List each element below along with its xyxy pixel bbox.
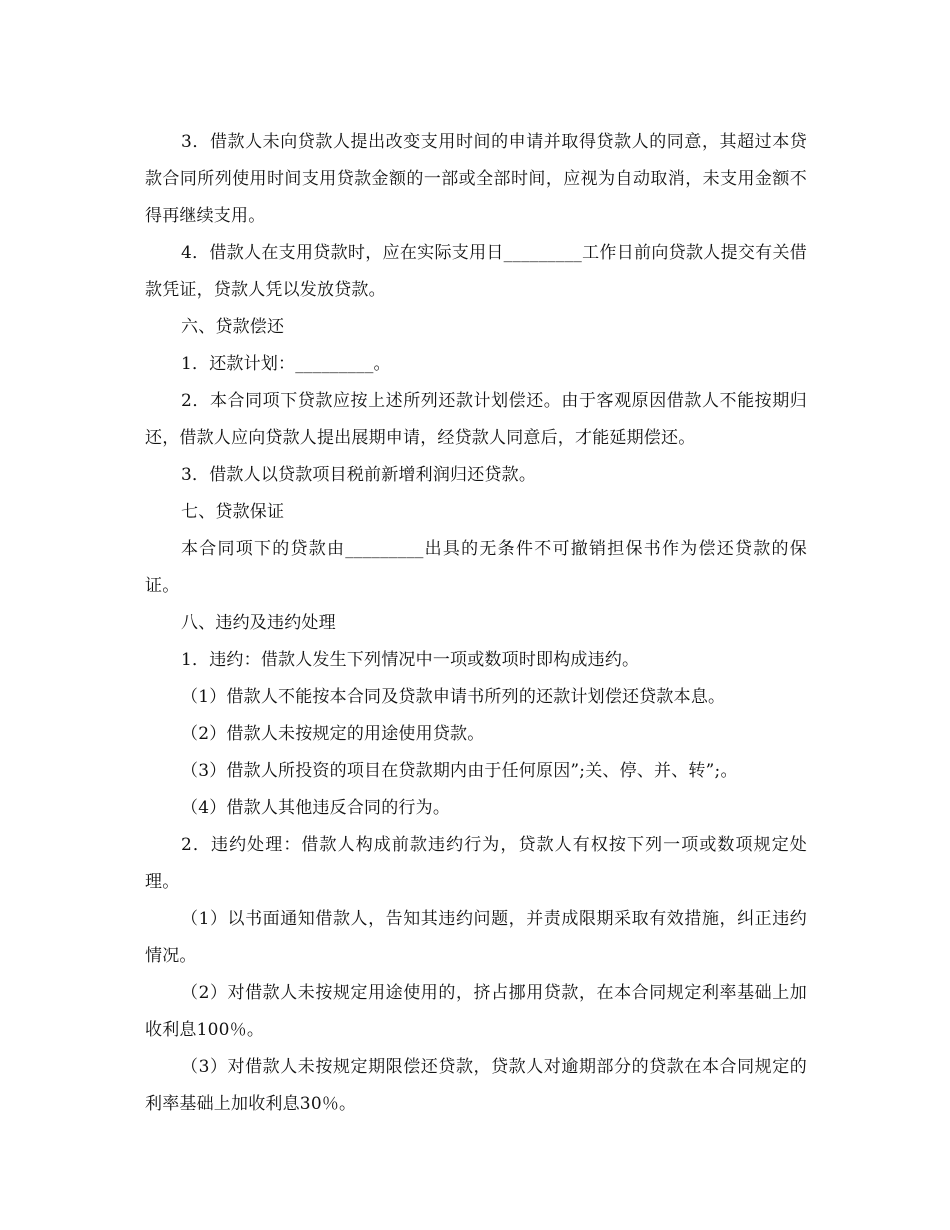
document-body xyxy=(145,124,807,1123)
paragraph-repayment-schedule: 2．本合同项下贷款应按上述所列还款计划偿还。由于客观原因借款人不能按期归还，借款人应向贷款人提出展期申请，经贷款人同意后，才能延期偿还。 xyxy=(145,391,807,448)
paragraph-3-cancel: 3．借款人未向贷款人提出改变支用时间的申请并取得贷款人的同意，其超过本贷款合同所列使用时间支用贷款金额的一部或全部时间，应视为自动取消，未支用金额不得再继续支用。 xyxy=(145,132,807,226)
paragraph-handling-item-3: （3）对借款人未按规定期限偿还贷款，贷款人对逾期部分的贷款在本合同规定的利率基础上加收利息30％。 xyxy=(145,1057,807,1114)
paragraph-default-item-4: （4）借款人其他违反合同的行为。 xyxy=(181,798,451,818)
paragraph-handling-item-2: （2）对借款人未按规定用途使用的，挤占挪用贷款，在本合同规定利率基础上加收利息100％。 xyxy=(145,983,807,1040)
paragraph-default-handling: 2．违约处理：借款人构成前款违约行为，贷款人有权按下列一项或数项规定处理。 xyxy=(145,835,807,892)
paragraph-repayment-profit: 3．借款人以贷款项目税前新增利润归还贷款。 xyxy=(181,465,537,485)
section-heading-default: 八、违约及违约处理 xyxy=(181,613,336,633)
paragraph-default-item-1: （1）借款人不能按本合同及贷款申请书所列的还款计划偿还贷款本息。 xyxy=(181,687,726,707)
paragraph-default-definition: 1．违约：借款人发生下列情况中一项或数项时即构成违约。 xyxy=(181,650,640,670)
section-heading-guarantee: 七、贷款保证 xyxy=(181,502,285,522)
paragraph-handling-item-1: （1）以书面通知借款人，告知其违约问题，并责成限期采取有效措施，纠正违约情况。 xyxy=(145,909,807,966)
paragraph-guarantee: 本合同项下的贷款由_________出具的无条件不可撤销担保书作为偿还贷款的保证。 xyxy=(145,539,807,596)
paragraph-4-disbursement: 4．借款人在支用贷款时，应在实际支用日_________工作日前向贷款人提交有关借款凭证，贷款人凭以发放贷款。 xyxy=(145,243,807,300)
paragraph-default-item-2: （2）借款人未按规定的用途使用贷款。 xyxy=(181,724,485,744)
paragraph-repayment-plan: 1．还款计划：_________。 xyxy=(181,354,391,374)
section-heading-repayment: 六、贷款偿还 xyxy=(181,317,285,337)
paragraph-default-item-3: （3）借款人所投资的项目在贷款期内由于任何原因”;关、停、并、转”;。 xyxy=(181,761,738,781)
